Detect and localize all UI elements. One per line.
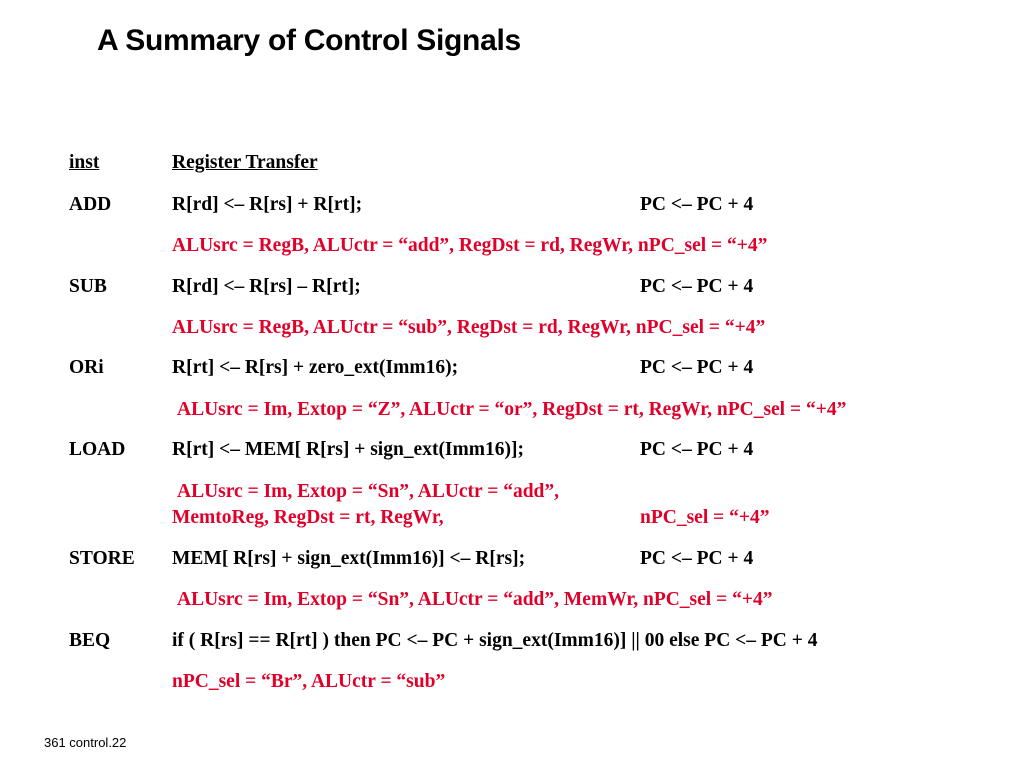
signals-load-line2b: nPC_sel = “+4” — [640, 507, 770, 528]
header-inst: inst — [69, 152, 100, 173]
pc-store: PC <– PC + 4 — [640, 548, 754, 569]
pc-sub: PC <– PC + 4 — [640, 276, 754, 297]
pc-ori: PC <– PC + 4 — [640, 357, 754, 378]
transfer-ori: R[rt] <– R[rs] + zero_ext(Imm16); — [172, 357, 459, 378]
slide-footer: 361 control.22 — [44, 735, 127, 750]
signals-store: ALUsrc = Im, Extop = “Sn”, ALUctr = “add”, MemWr, nPC_sel = “+4” — [177, 589, 773, 610]
signals-ori: ALUsrc = Im, Extop = “Z”, ALUctr = “or”, RegDst = rt, RegWr, nPC_sel = “+4” — [177, 399, 847, 420]
transfer-sub: R[rd] <– R[rs] – R[rt]; — [172, 276, 361, 297]
inst-load: LOAD — [69, 439, 126, 460]
signals-load-line1: ALUsrc = Im, Extop = “Sn”, ALUctr = “add”, — [177, 481, 560, 502]
transfer-load: R[rt] <– MEM[ R[rs] + sign_ext(Imm16)]; — [172, 439, 524, 460]
signals-add: ALUsrc = RegB, ALUctr = “add”, RegDst = rd, RegWr, nPC_sel = “+4” — [172, 235, 768, 256]
inst-ori: ORi — [69, 357, 104, 378]
inst-sub: SUB — [69, 276, 107, 297]
inst-add: ADD — [69, 194, 112, 215]
pc-load: PC <– PC + 4 — [640, 439, 754, 460]
inst-store: STORE — [69, 548, 135, 569]
transfer-store: MEM[ R[rs] + sign_ext(Imm16)] <– R[rs]; — [172, 548, 526, 569]
page-title: A Summary of Control Signals — [97, 24, 521, 57]
pc-add: PC <– PC + 4 — [640, 194, 754, 215]
transfer-beq: if ( R[rs] == R[rt] ) then PC <– PC + sign_ext(Imm16)] || 00 else PC <– PC + 4 — [172, 630, 818, 651]
transfer-add: R[rd] <– R[rs] + R[rt]; — [172, 194, 363, 215]
signals-beq: nPC_sel = “Br”, ALUctr = “sub” — [172, 671, 446, 692]
header-register-transfer: Register Transfer — [172, 152, 318, 173]
table-header — [69, 153, 318, 173]
signals-sub: ALUsrc = RegB, ALUctr = “sub”, RegDst = rd, RegWr, nPC_sel = “+4” — [172, 317, 766, 338]
inst-beq: BEQ — [69, 630, 111, 651]
signals-load-line2a: MemtoReg, RegDst = rt, RegWr, — [172, 507, 444, 528]
